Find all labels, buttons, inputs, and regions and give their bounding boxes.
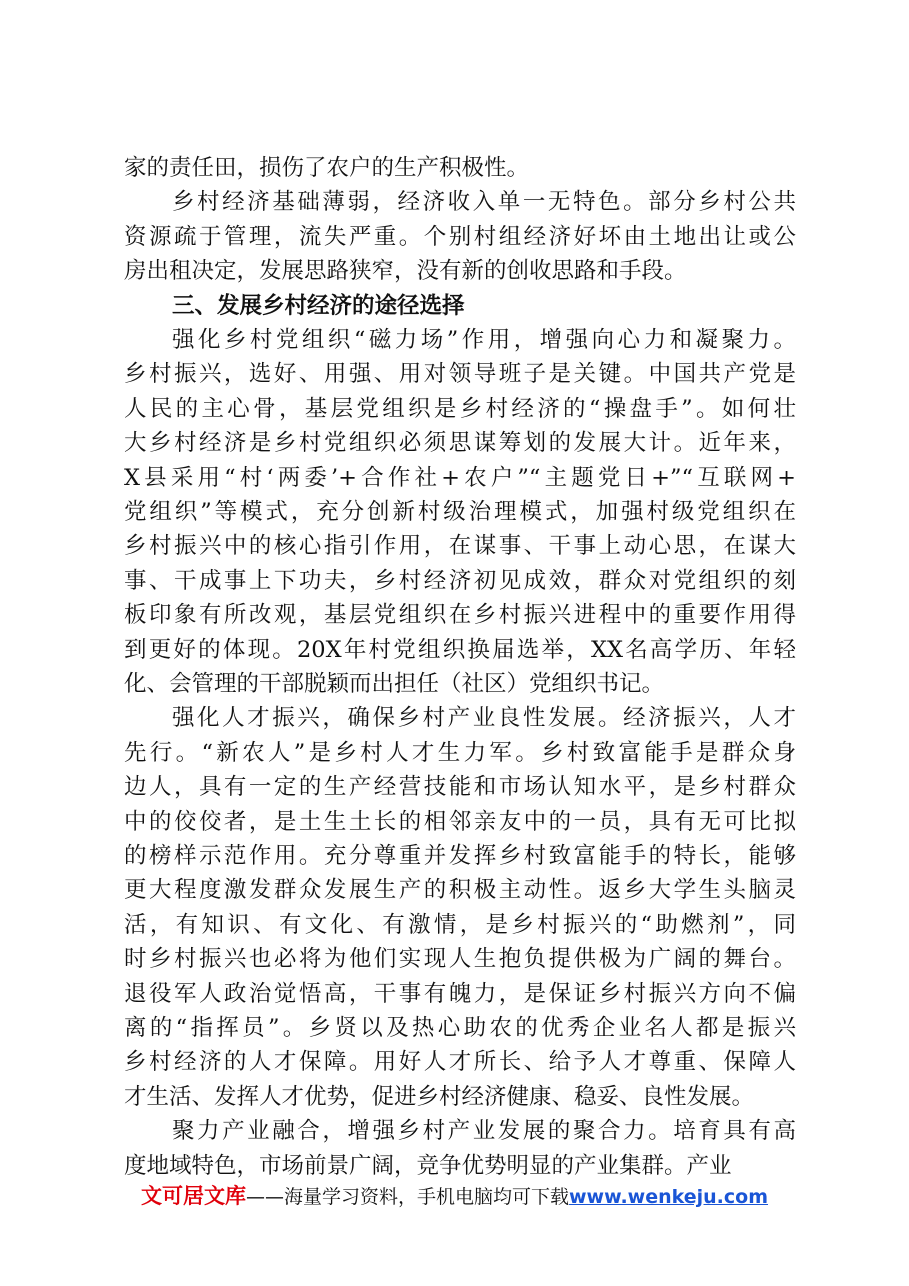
footer-tagline: ——海量学习资料，手机电脑均可下载 <box>245 1186 569 1208</box>
body-line: 房出租决定，发展思路狭窄，没有新的创收思路和手段。 <box>124 258 687 285</box>
body-line: 强化人才振兴，确保乡村产业良性发展。经济振兴，人才 <box>172 705 796 732</box>
body-line: X县采用“村‘两委’+合作社+农户”“主题党日+”“互联网+ <box>124 464 796 491</box>
body-line: 化、会管理的干部脱颖而出担任（社区）党组织书记。 <box>124 671 665 697</box>
body-line: 度地域特色，市场前景广阔，竞争优势明显的产业集群。产业 <box>124 1152 732 1179</box>
body-line: 资源疏于管理，流失严重。个别村组经济好坏由土地出让或公 <box>124 223 796 250</box>
body-line: 到更好的体现。20X年村党组织换届选举，XX名高学历、年轻 <box>124 636 796 663</box>
body-line: 乡村振兴中的核心指引作用，在谋事、干事上动心思，在谋大 <box>124 533 796 560</box>
body-line: 乡村经济基础薄弱，经济收入单一无特色。部分乡村公共 <box>172 189 796 216</box>
body-line: 强化乡村党组织“磁力场”作用，增强向心力和凝聚力。 <box>172 327 796 353</box>
body-line: 人民的主心骨，基层党组织是乡村经济的“操盘手”。如何壮 <box>124 395 796 422</box>
body-line: 事、干成事上下功夫，乡村经济初见成效，群众对党组织的刻 <box>124 567 796 594</box>
body-line: 乡村经济的人才保障。用好人才所长、给予人才尊重、保障人 <box>124 1049 796 1076</box>
body-line: 边人，具有一定的生产经营技能和市场认知水平，是乡村群众 <box>124 774 796 801</box>
body-line: 聚力产业融合，增强乡村产业发展的聚合力。培育具有高 <box>172 1118 796 1145</box>
footer-banner <box>0 1178 909 1214</box>
footer-brand: 文可居文库 <box>140 1184 246 1208</box>
body-line: 的榜样示范作用。充分尊重并发挥乡村致富能手的特长，能够 <box>124 843 796 869</box>
body-line: 中的佼佼者，是土生土长的相邻亲友中的一员，具有无可比拟 <box>124 808 796 835</box>
body-line: 党组织”等模式，充分创新村级治理模式，加强村级党组织在 <box>124 499 796 525</box>
body-line: 乡村振兴，选好、用强、用对领导班子是关键。中国共产党是 <box>124 361 796 388</box>
body-line: 离的“指挥员”。乡贤以及热心助农的优秀企业名人都是振兴 <box>124 1015 796 1041</box>
body-line: 先行。“新农人”是乡村人才生力军。乡村致富能手是群众身 <box>124 739 796 766</box>
body-line: 才生活、发挥人才优势，促进乡村经济健康、稳妥、良性发展。 <box>124 1083 755 1110</box>
body-line: 家的责任田，损伤了农户的生产积极性。 <box>124 155 530 181</box>
body-line: 更大程度激发群众发展生产的积极主动性。返乡大学生头脑灵 <box>124 877 796 904</box>
body-line: 大乡村经济是乡村党组织必须思谋筹划的发展大计。近年来， <box>124 430 796 457</box>
body-line: 时乡村振兴也必将为他们实现人生抱负提供极为广阔的舞台。 <box>124 946 796 973</box>
body-line: 板印象有所改观，基层党组织在乡村振兴进程中的重要作用得 <box>124 602 796 629</box>
body-line: 退役军人政治觉悟高，干事有魄力，是保证乡村振兴方向不偏 <box>124 980 796 1007</box>
footer-url-link[interactable]: www.wenkeju.com <box>569 1186 769 1208</box>
section-heading: 三、发展乡村经济的途径选择 <box>172 292 465 319</box>
body-line: 活，有知识、有文化、有激情，是乡村振兴的“助燃剂”，同 <box>124 911 796 938</box>
